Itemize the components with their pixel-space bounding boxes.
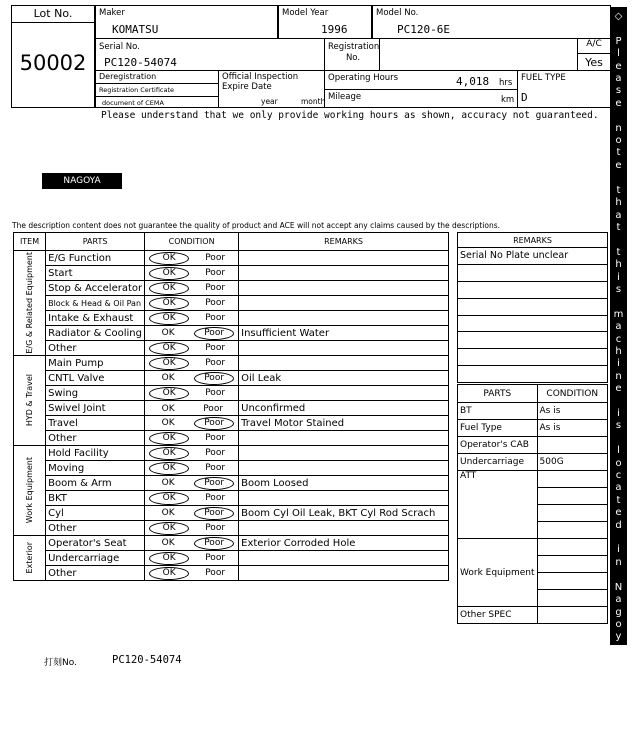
condition-cell	[145, 536, 239, 551]
table-row	[14, 386, 449, 401]
table-row	[14, 461, 449, 476]
model-no-value: PC120-6E	[397, 23, 450, 36]
condition-cell	[145, 401, 239, 416]
ac-label: A/C	[578, 39, 610, 54]
remark-cell	[239, 431, 449, 446]
remark-cell: Exterior Corroded Hole	[239, 536, 449, 551]
remark-cell: Boom Cyl Oil Leak, BKT Cyl Rod Scrach	[239, 506, 449, 521]
work-equipment-value	[537, 590, 607, 607]
side-remark-row	[458, 264, 608, 281]
work-equipment-row	[458, 539, 608, 556]
side-part-condition	[537, 437, 607, 454]
side-parts-header-row	[458, 385, 608, 403]
ok-option[interactable]: OK	[149, 357, 189, 370]
table-row	[14, 491, 449, 506]
remarks-header: REMARKS	[239, 233, 449, 251]
part-name: CNTL Valve	[46, 371, 145, 386]
table-row	[14, 401, 449, 416]
ac-value: Yes	[585, 56, 603, 69]
vertical-banner	[610, 7, 627, 742]
side-remark-row	[458, 366, 608, 383]
side-part-name: Fuel Type	[458, 420, 538, 437]
remark-cell: Travel Motor Stained	[239, 416, 449, 431]
side-part-name: Operator's CAB	[458, 437, 538, 454]
att-value	[537, 522, 607, 539]
table-row	[14, 296, 449, 311]
remark-cell	[239, 446, 449, 461]
condition-cell	[145, 416, 239, 431]
att-value	[537, 471, 607, 488]
work-equipment-label: Work Equipment	[458, 539, 538, 607]
inspection-label: Official Inspection Expire Date	[222, 72, 299, 92]
operating-hours-label: Operating Hours	[328, 73, 399, 83]
poor-option[interactable]: Poor	[194, 327, 234, 340]
part-name: Undercarriage	[46, 551, 145, 566]
side-part-condition: 500G	[537, 454, 607, 471]
part-name: Intake & Exhaust	[46, 311, 145, 326]
side-parts-table	[457, 384, 608, 624]
remark-cell: Oil Leak	[239, 371, 449, 386]
part-name: Start	[46, 266, 145, 281]
condition-cell	[145, 251, 239, 266]
side-parts-header: PARTS	[458, 385, 538, 403]
model-year-cell	[278, 5, 372, 39]
poor-option[interactable]: Poor	[194, 477, 234, 490]
side-remark-row	[458, 349, 608, 366]
parts-header: PARTS	[46, 233, 145, 251]
table-row	[14, 521, 449, 536]
side-remark-cell	[458, 298, 608, 315]
side-remark-cell	[458, 264, 608, 281]
table-row	[14, 311, 449, 326]
ok-option[interactable]: OK	[161, 372, 175, 383]
condition-cell	[145, 296, 239, 311]
condition-cell	[145, 266, 239, 281]
condition-cell	[145, 446, 239, 461]
poor-option[interactable]: Poor	[205, 522, 226, 533]
other-spec-row	[458, 607, 608, 624]
remark-cell	[239, 311, 449, 326]
other-spec-value	[537, 607, 607, 624]
side-remark-row	[458, 248, 608, 265]
poor-option[interactable]: Poor	[194, 537, 234, 550]
ok-option[interactable]: OK	[161, 507, 175, 518]
mileage-label: Mileage	[328, 92, 362, 102]
poor-option[interactable]: Poor	[205, 432, 226, 443]
poor-option[interactable]: Poor	[203, 403, 224, 414]
ok-option[interactable]: OK	[149, 432, 189, 445]
year-label: year	[261, 97, 278, 106]
remark-cell: Insufficient Water	[239, 326, 449, 341]
ok-option[interactable]: OK	[149, 492, 189, 505]
item-group-cell	[14, 536, 46, 581]
poor-option[interactable]: Poor	[205, 312, 226, 323]
side-remarks-table	[457, 232, 608, 383]
side-condition-header: CONDITION	[537, 385, 607, 403]
item-header: ITEM	[14, 233, 46, 251]
deregistration-cell	[95, 70, 219, 108]
fuel-type-label: FUEL TYPE	[521, 73, 566, 83]
condition-cell	[145, 551, 239, 566]
att-row	[458, 471, 608, 488]
table-row	[14, 251, 449, 266]
header-block	[11, 5, 611, 110]
ok-option[interactable]: OK	[149, 297, 189, 310]
remark-cell	[239, 551, 449, 566]
table-row	[14, 356, 449, 371]
registration-certificate-label: Registration Certificate	[99, 86, 175, 94]
remark-cell	[239, 251, 449, 266]
condition-cell	[145, 491, 239, 506]
ok-option[interactable]: OK	[149, 447, 189, 460]
poor-option[interactable]: Poor	[205, 462, 226, 473]
side-remark-cell	[458, 281, 608, 298]
part-name: Hold Facility	[46, 446, 145, 461]
other-spec-label: Other SPEC	[458, 607, 538, 624]
inspection-cell	[218, 70, 325, 108]
side-remark-cell	[458, 366, 608, 383]
att-value	[537, 488, 607, 505]
condition-cell	[145, 326, 239, 341]
ok-option[interactable]: OK	[149, 462, 189, 475]
remark-cell	[239, 491, 449, 506]
stamp-value: PC120-54074	[112, 654, 182, 666]
side-remark-row	[458, 298, 608, 315]
part-name: Other	[46, 521, 145, 536]
condition-cell	[145, 461, 239, 476]
ok-option[interactable]: OK	[149, 267, 189, 280]
poor-option[interactable]: Poor	[205, 387, 226, 398]
poor-option[interactable]: Poor	[205, 342, 226, 353]
ac-cell	[577, 38, 611, 71]
condition-cell	[145, 521, 239, 536]
poor-option[interactable]: Poor	[205, 357, 226, 368]
side-part-condition: As is	[537, 403, 607, 420]
inspection-table-header	[14, 233, 449, 251]
table-row	[14, 446, 449, 461]
part-name: Boom & Arm	[46, 476, 145, 491]
condition-cell	[145, 566, 239, 581]
item-group-label: HYD & Travel	[25, 374, 35, 427]
ok-option[interactable]: OK	[161, 417, 175, 428]
part-name: Operator's Seat	[46, 536, 145, 551]
model-no-cell	[372, 5, 611, 39]
item-group-label: Work Equipment	[25, 457, 35, 524]
part-name: BKT	[46, 491, 145, 506]
table-row	[14, 566, 449, 581]
poor-option[interactable]: Poor	[194, 372, 234, 385]
maker-value: KOMATSU	[112, 23, 159, 36]
registration-cell	[324, 38, 578, 71]
remark-cell	[239, 296, 449, 311]
part-name: Block & Head & Oil Pan	[46, 296, 145, 311]
lot-box	[11, 5, 95, 108]
item-group-cell	[14, 446, 46, 536]
side-remark-cell	[458, 349, 608, 366]
poor-option[interactable]: Poor	[205, 447, 226, 458]
part-name: Other	[46, 566, 145, 581]
registration-label: Registration No.	[328, 42, 380, 63]
ok-option[interactable]: OK	[149, 282, 189, 295]
condition-header: CONDITION	[145, 233, 239, 251]
table-row	[14, 266, 449, 281]
disclaimer: The description content does not guarantee the quality of product and ACE will not accept any claims caused by the descriptions.	[12, 221, 501, 230]
lot-number: 50002	[19, 51, 87, 75]
table-row	[14, 371, 449, 386]
month-label: month	[301, 97, 326, 106]
part-name: Stop & Accelerator	[46, 281, 145, 296]
side-part-row	[458, 420, 608, 437]
ok-option[interactable]: OK	[149, 312, 189, 325]
side-part-condition: As is	[537, 420, 607, 437]
ok-option[interactable]: OK	[149, 522, 189, 535]
condition-cell	[145, 386, 239, 401]
stamp-label: 打刻No.	[44, 658, 77, 668]
part-name: Swing	[46, 386, 145, 401]
serial-cell	[95, 38, 325, 71]
fuel-type-cell	[517, 70, 611, 108]
condition-cell	[145, 506, 239, 521]
remark-cell	[239, 356, 449, 371]
operating-hours-value: 4,018	[456, 75, 490, 88]
part-name: Travel	[46, 416, 145, 431]
condition-cell	[145, 281, 239, 296]
poor-option[interactable]: Poor	[205, 297, 226, 308]
hours-cell	[324, 70, 518, 108]
model-no-label: Model No.	[376, 8, 419, 18]
table-row	[14, 506, 449, 521]
condition-cell	[145, 341, 239, 356]
remark-cell	[239, 281, 449, 296]
ok-option[interactable]: OK	[149, 567, 189, 580]
poor-option[interactable]: Poor	[205, 492, 226, 503]
fuel-type-value: D	[521, 91, 528, 104]
ok-option[interactable]: OK	[149, 552, 189, 565]
serial-value: PC120-54074	[104, 56, 177, 69]
remark-cell	[239, 566, 449, 581]
serial-label: Serial No.	[99, 42, 140, 52]
side-part-row	[458, 454, 608, 471]
condition-cell	[145, 311, 239, 326]
work-equipment-value	[537, 573, 607, 590]
part-name: Other	[46, 341, 145, 356]
condition-cell	[145, 356, 239, 371]
condition-cell	[145, 431, 239, 446]
side-remarks-header: REMARKS	[458, 233, 608, 248]
table-row	[14, 416, 449, 431]
table-row	[14, 551, 449, 566]
poor-option[interactable]: Poor	[205, 282, 226, 293]
vertical-banner-text: ◇ P l e a s e n o t e t h a t t h i s m a c h i n e i s l o c a t e d i n N a g o y a Y a r d ◇	[613, 11, 624, 742]
condition-cell	[145, 476, 239, 491]
remark-cell	[239, 341, 449, 356]
part-name: Moving	[46, 461, 145, 476]
model-year-value: 1996	[321, 23, 348, 36]
table-row	[14, 341, 449, 356]
maker-label: Maker	[99, 8, 125, 18]
condition-cell	[145, 371, 239, 386]
deregistration-label: Deregistration	[99, 72, 157, 81]
location-badge: NAGOYA	[42, 173, 122, 189]
cema-label: document of CEMA	[102, 99, 164, 107]
side-part-row	[458, 437, 608, 454]
ok-option[interactable]: OK	[161, 537, 175, 548]
maker-cell	[95, 5, 278, 39]
poor-option[interactable]: Poor	[205, 252, 226, 263]
ok-option[interactable]: OK	[161, 477, 175, 488]
poor-option[interactable]: Poor	[194, 507, 234, 520]
remark-cell	[239, 266, 449, 281]
remark-cell	[239, 461, 449, 476]
part-name: Main Pump	[46, 356, 145, 371]
part-name: Cyl	[46, 506, 145, 521]
work-equipment-value	[537, 556, 607, 573]
table-row	[14, 431, 449, 446]
side-remark-row	[458, 315, 608, 332]
part-name: Radiator & Cooling	[46, 326, 145, 341]
side-remark-cell	[458, 315, 608, 332]
side-remark-cell	[458, 332, 608, 349]
km-unit: km	[501, 95, 515, 105]
item-group-cell	[14, 251, 46, 356]
poor-option[interactable]: Poor	[205, 567, 226, 578]
side-remark-row	[458, 281, 608, 298]
poor-option[interactable]: Poor	[205, 267, 226, 278]
ok-option[interactable]: OK	[149, 387, 189, 400]
att-label: ATT	[458, 471, 538, 539]
remark-cell	[239, 521, 449, 536]
table-row	[14, 281, 449, 296]
table-row	[14, 326, 449, 341]
side-remark-cell: Serial No Plate unclear	[458, 248, 608, 265]
inspection-table	[13, 232, 449, 581]
poor-option[interactable]: Poor	[205, 552, 226, 563]
part-name: Swivel Joint	[46, 401, 145, 416]
side-part-name: Undercarriage	[458, 454, 538, 471]
table-row	[14, 536, 449, 551]
att-value	[537, 505, 607, 522]
ok-option[interactable]: OK	[161, 327, 175, 338]
side-remark-row	[458, 332, 608, 349]
model-year-label: Model Year	[282, 8, 329, 18]
side-part-row	[458, 403, 608, 420]
remark-cell: Unconfirmed	[239, 401, 449, 416]
part-name: Other	[46, 431, 145, 446]
part-name: E/G Function	[46, 251, 145, 266]
side-part-name: BT	[458, 403, 538, 420]
hours-notice: Please understand that we only provide working hours as shown, accuracy not guaranteed.	[101, 110, 599, 121]
work-equipment-value	[537, 539, 607, 556]
table-row	[14, 476, 449, 491]
lot-no-label: Lot No.	[12, 6, 94, 23]
poor-option[interactable]: Poor	[194, 417, 234, 430]
ok-option[interactable]: OK	[149, 342, 189, 355]
item-group-label: E/G & Related Equipment	[25, 252, 35, 354]
item-group-cell	[14, 356, 46, 446]
hrs-unit: hrs	[499, 78, 513, 88]
ok-option[interactable]: OK	[161, 403, 175, 414]
ok-option[interactable]: OK	[149, 252, 189, 265]
item-group-label: Exterior	[25, 542, 35, 574]
remark-cell: Boom Loosed	[239, 476, 449, 491]
remark-cell	[239, 386, 449, 401]
